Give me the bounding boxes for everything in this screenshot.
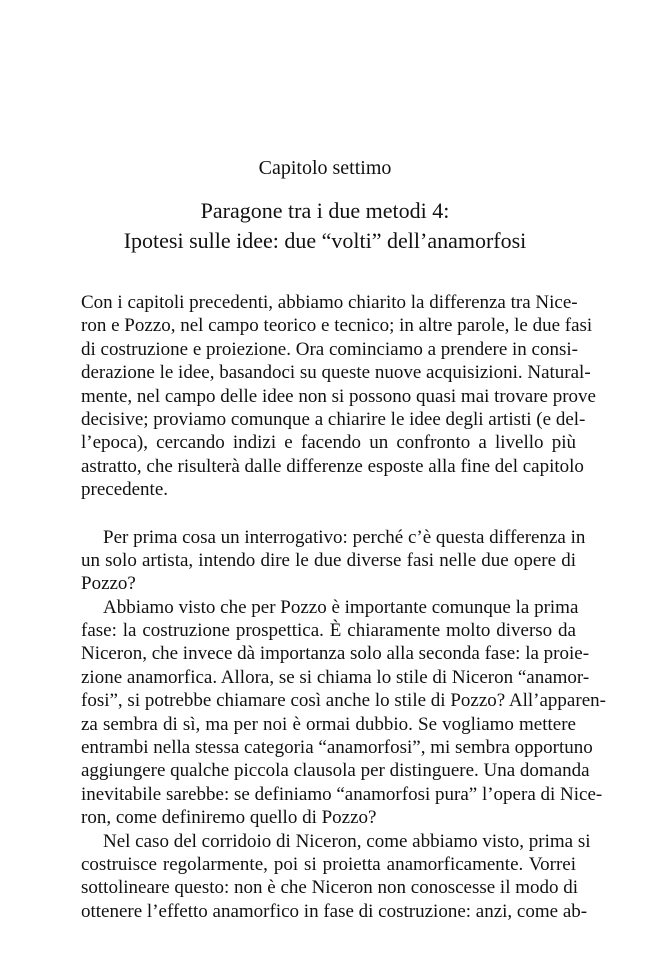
text-line: zione anamorfica. Allora, se si chiama lo stile di Niceron “anamor-	[81, 666, 590, 688]
paragraph	[81, 830, 591, 924]
text-line: ron, come definiremo quello di Pozzo?	[81, 807, 377, 829]
text-line: decisive; proviamo comunque a chiarire le idee degli artisti (e del-	[81, 408, 586, 430]
body-text	[81, 291, 606, 923]
text-line: l’epoca), cercando indizi e facendo un confronto a livello più	[81, 432, 576, 454]
text-line: di costruzione e proiezione. Ora cominciamo a prendere in consi-	[81, 338, 578, 360]
text-line: Con i capitoli precedenti, abbiamo chiarito la differenza tra Nice-	[81, 292, 578, 313]
text-line: precedente.	[81, 479, 169, 501]
chapter-title-line: Paragone tra i due metodi 4:	[200, 198, 450, 223]
text-line: derazione le idee, basandoci su queste nuove acquisizioni. Natural-	[81, 362, 591, 384]
chapter-title	[0, 196, 650, 256]
chapter-title-line: Ipotesi sulle idee: due “volti” dell’anamorfosi	[123, 228, 527, 253]
text-line: entrambi nella stessa categoria “anamorfosi”, mi sembra opportuno	[81, 737, 593, 759]
paragraph	[81, 526, 586, 596]
text-line: sottolineare questo: non è che Niceron non conoscesse il modo di	[81, 877, 579, 899]
chapter-label: Capitolo settimo	[258, 157, 392, 179]
text-line: Niceron, che invece dà importanza solo alla seconda fase: la proie-	[81, 643, 590, 665]
text-line: fosi”, si potrebbe chiamare così anche lo stile di Pozzo? All’apparen-	[81, 690, 606, 712]
text-line: Pozzo?	[81, 573, 136, 595]
text-line: costruisce regolarmente, poi si proietta anamorficamente. Vorrei	[81, 853, 576, 875]
text-line: astratto, che risulterà dalle differenze esposte alla fine del capitolo	[81, 455, 584, 477]
text-line: mente, nel campo delle idee non si possono quasi mai trovare prove	[81, 385, 596, 407]
section-gap	[81, 502, 576, 526]
paragraph	[81, 596, 606, 830]
text-line: inevitabile sarebbe: se definiamo “anamorfosi pura” l’opera di Nice-	[81, 783, 603, 805]
text-line: aggiungere qualche piccola clausola per distinguere. Una domanda	[81, 760, 590, 782]
text-line: za sembra di sì, ma per noi è ormai dubbio. Se vogliamo mettere	[81, 713, 576, 735]
text-line: un solo artista, intendo dire le due diverse fasi nelle due opere di	[81, 549, 576, 571]
text-line: fase: la costruzione prospettica. È chiaramente molto diverso da	[81, 620, 576, 642]
text-line: ron e Pozzo, nel campo teorico e tecnico; in altre parole, le due fasi	[81, 315, 593, 337]
text-line: Nel caso del corridoio di Niceron, come abbiamo visto, prima si	[103, 830, 591, 852]
text-line: Abbiamo visto che per Pozzo è importante comunque la prima	[103, 596, 579, 618]
text-line: Per prima cosa un interrogativo: perché c’è questa differenza in	[103, 526, 586, 548]
paragraph	[81, 291, 596, 502]
text-line: ottenere l’effetto anamorfico in fase di costruzione: anzi, come ab-	[81, 900, 588, 922]
